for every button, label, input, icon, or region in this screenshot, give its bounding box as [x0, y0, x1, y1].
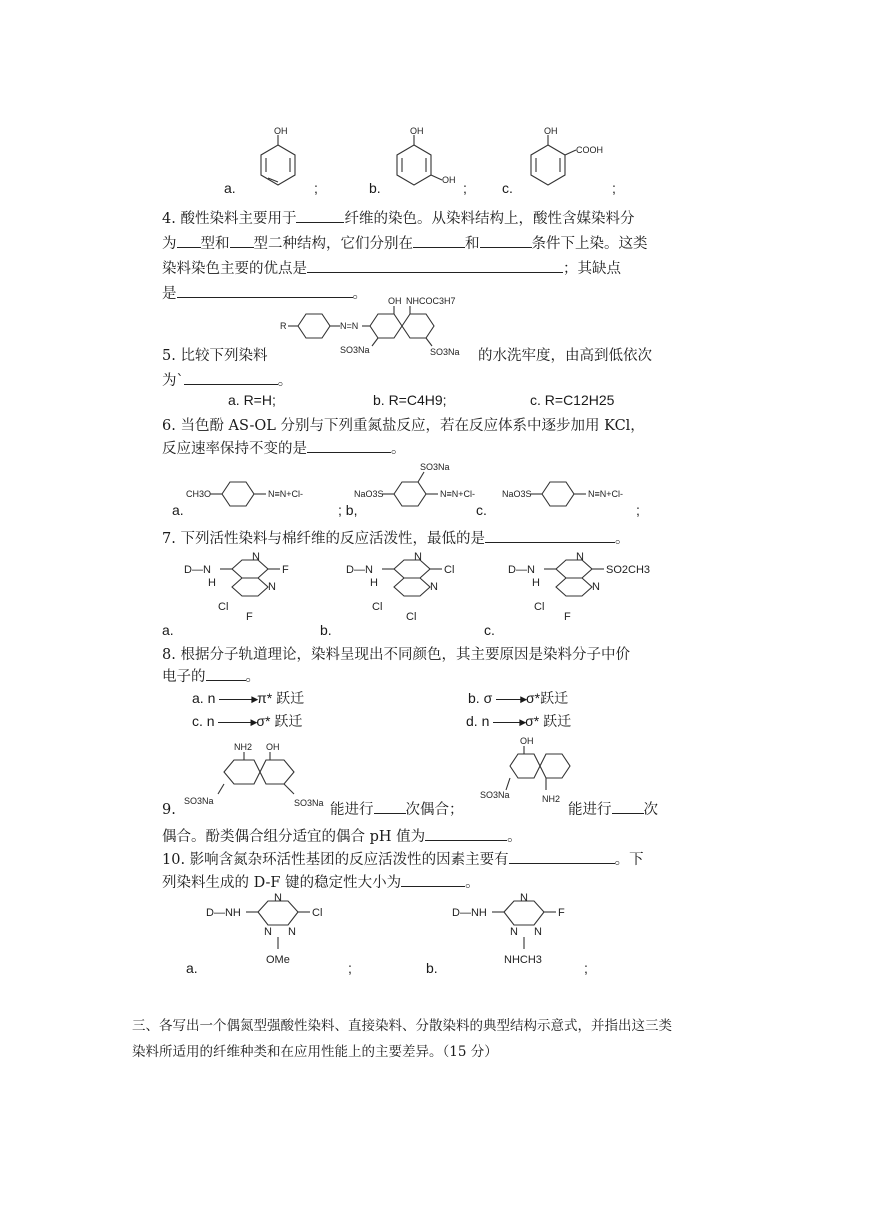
q3-sep-b: ;	[463, 180, 467, 196]
svg-text:NHCOC3H7: NHCOC3H7	[406, 296, 456, 306]
q7-pyrimidine-c-icon	[508, 551, 678, 626]
q6-blank[interactable]	[307, 438, 391, 453]
svg-text:OH: OH	[520, 736, 534, 746]
svg-text:SO2CH3: SO2CH3	[606, 564, 651, 576]
q9-h-acid-structure-icon	[184, 744, 354, 814]
q10-option-a: a.	[186, 960, 198, 976]
q10-sep-b: ;	[584, 960, 588, 976]
q4-blank-6[interactable]	[307, 258, 563, 273]
q7-blank[interactable]	[485, 528, 615, 543]
svg-text:NaO3S: NaO3S	[502, 489, 532, 499]
svg-text:H: H	[370, 577, 378, 589]
svg-text:SO3Na: SO3Na	[294, 798, 324, 808]
svg-text:N: N	[534, 926, 542, 938]
svg-text:SO3Na: SO3Na	[340, 345, 370, 355]
q6-option-a: a.	[172, 502, 184, 518]
svg-text:D—N: D—N	[508, 564, 535, 576]
svg-text:Cl: Cl	[534, 601, 545, 613]
q4-blank-2[interactable]	[177, 233, 201, 248]
q7-option-b: b.	[320, 622, 332, 638]
q6-option-b: ; b,	[338, 502, 358, 518]
svg-text:Cl: Cl	[444, 564, 455, 576]
phenol-structure-icon	[256, 120, 316, 190]
q9-blank-1[interactable]	[374, 799, 406, 814]
q4-blank-1[interactable]	[296, 208, 344, 223]
svg-text:F: F	[558, 907, 565, 919]
svg-text:Cl: Cl	[372, 601, 383, 613]
svg-text:OH: OH	[544, 126, 558, 136]
svg-text:D—NH: D—NH	[452, 907, 487, 919]
q10-blank-1[interactable]	[509, 849, 615, 864]
q9-naphthol-structure-icon	[480, 736, 620, 806]
q6-end: ;	[636, 502, 640, 518]
q5-option-c: c. R=C12H25	[530, 392, 615, 408]
q10-blank-2[interactable]	[401, 872, 465, 887]
section-3-line-1: 三、各写出一个偶氮型强酸性染料、直接染料、分散染料的典型结构示意式，并指出这三类	[132, 1018, 672, 1034]
svg-text:OH: OH	[266, 742, 280, 752]
svg-text:OH: OH	[274, 126, 288, 136]
arrow-icon: ▶	[219, 699, 253, 700]
q9-blank-2[interactable]	[612, 799, 644, 814]
svg-text:NH2: NH2	[542, 794, 561, 804]
svg-text:SO3Na: SO3Na	[480, 790, 510, 800]
svg-text:OH: OH	[410, 126, 424, 136]
svg-text:D—N: D—N	[346, 564, 373, 576]
q3-sep-a: ;	[314, 180, 318, 196]
svg-text:NHCH3: NHCH3	[504, 954, 542, 966]
q4-blank-5[interactable]	[480, 233, 532, 248]
svg-text:F: F	[246, 611, 253, 623]
svg-text:N: N	[592, 581, 600, 593]
arrow-icon: ▶	[496, 699, 522, 700]
svg-text:H: H	[532, 577, 540, 589]
svg-text:NaO3S: NaO3S	[354, 489, 384, 499]
section-3-line-2: 染料所适用的纤维种类和在应用性能上的主要差异。（15 分）	[132, 1044, 498, 1060]
svg-text:N: N	[576, 551, 584, 563]
svg-text:N: N	[288, 926, 296, 938]
svg-text:D—N: D—N	[184, 564, 211, 576]
svg-text:N: N	[264, 926, 272, 938]
arrow-icon: ▶	[493, 722, 521, 723]
q7-pyrimidine-a-icon	[184, 551, 324, 626]
svg-text:D—NH: D—NH	[206, 907, 241, 919]
svg-text:Cl: Cl	[406, 611, 417, 623]
svg-text:SO3Na: SO3Na	[184, 796, 214, 806]
q6-option-c: c.	[476, 502, 487, 518]
svg-text:N≡N+Cl-: N≡N+Cl-	[268, 489, 304, 499]
svg-text:N: N	[252, 551, 260, 563]
svg-text:F: F	[564, 611, 571, 623]
q3-sep-c: ;	[612, 180, 616, 196]
svg-text:N: N	[430, 581, 438, 593]
svg-text:Cl: Cl	[218, 601, 229, 613]
q7-option-a: a.	[162, 622, 174, 638]
q9-blank-3[interactable]	[425, 826, 507, 841]
q5-dye-structure-icon	[280, 296, 500, 370]
q3-option-c: c.	[502, 180, 513, 196]
q4-blank-4[interactable]	[413, 233, 465, 248]
q3-option-a: a.	[224, 180, 236, 196]
q4-blank-3[interactable]	[230, 233, 254, 248]
svg-text:R: R	[280, 321, 287, 331]
svg-text:SO3Na: SO3Na	[430, 347, 460, 357]
svg-text:N: N	[414, 551, 422, 563]
svg-text:N=N: N=N	[340, 321, 359, 331]
svg-text:COOH: COOH	[576, 145, 603, 155]
svg-text:N: N	[268, 581, 276, 593]
resorcinol-structure-icon	[392, 120, 472, 190]
svg-text:N: N	[274, 892, 282, 904]
q10-sep-a: ;	[348, 960, 352, 976]
svg-text:Cl: Cl	[312, 907, 323, 919]
svg-text:N≡N+Cl-: N≡N+Cl-	[440, 489, 476, 499]
svg-text:OH: OH	[442, 175, 456, 185]
svg-text:CH3O: CH3O	[186, 489, 212, 499]
q8-blank[interactable]	[206, 666, 246, 681]
svg-text:N: N	[520, 892, 528, 904]
svg-text:H: H	[208, 577, 216, 589]
svg-text:N: N	[510, 926, 518, 938]
q7-pyrimidine-b-icon	[346, 551, 486, 626]
q5-option-b: b. R=C4H9;	[373, 392, 447, 408]
q7-option-c: c.	[484, 622, 495, 638]
q3-option-b: b.	[369, 180, 381, 196]
svg-text:OMe: OMe	[266, 954, 290, 966]
svg-text:F: F	[282, 564, 289, 576]
q6-diazo-b-icon	[354, 462, 514, 512]
arrow-icon: ▶	[218, 722, 252, 723]
svg-text:N≡N+Cl-: N≡N+Cl-	[588, 489, 624, 499]
q10-option-b: b.	[426, 960, 438, 976]
svg-text:NH2: NH2	[234, 742, 253, 752]
q5-option-a: a. R=H;	[228, 392, 276, 408]
svg-text:SO3Na: SO3Na	[420, 462, 450, 472]
q10-triazine-a-icon	[206, 892, 366, 975]
svg-text:OH: OH	[388, 296, 402, 306]
q4-blank-7[interactable]	[177, 283, 353, 298]
q5-blank[interactable]	[184, 370, 278, 385]
salicylic-acid-structure-icon	[526, 120, 626, 190]
q10-triazine-b-icon	[452, 892, 622, 975]
